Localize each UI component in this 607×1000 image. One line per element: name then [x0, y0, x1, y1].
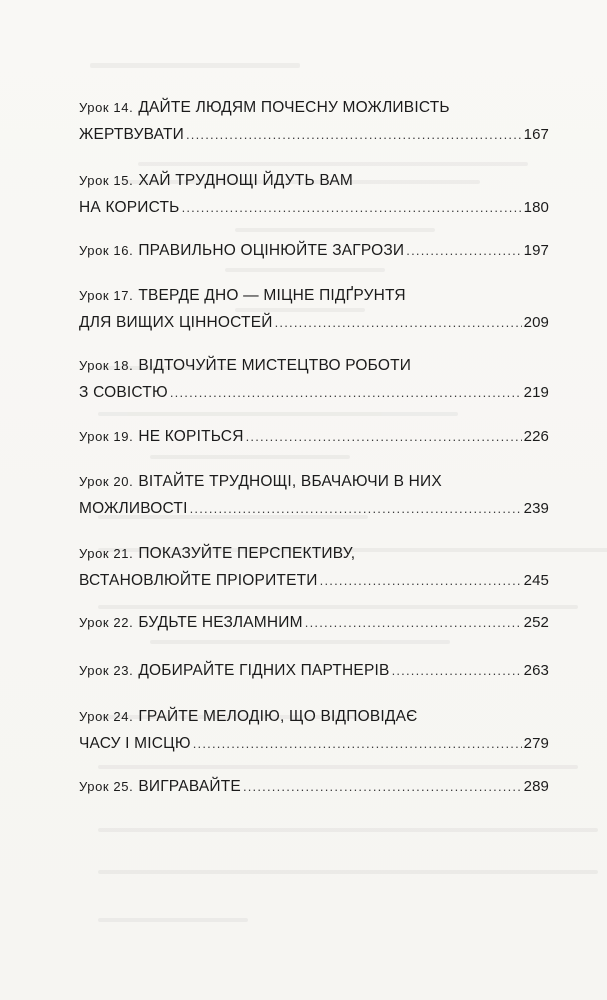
lesson-title-line-1: ВІТАЙТЕ ТРУДНОЩІ, ВБАЧАЮЧИ В НИХ — [138, 473, 442, 490]
lesson-number: Урок 25. — [79, 779, 134, 794]
dot-leader — [170, 379, 522, 406]
dot-leader — [243, 773, 522, 800]
toc-entry-first-line — [79, 703, 549, 730]
toc-entry-last-line — [79, 495, 549, 522]
page-number: 167 — [523, 126, 549, 143]
lesson-number: Урок 20. — [79, 474, 134, 489]
toc-entry-first-line — [79, 94, 549, 121]
lesson-title: ДОБИРАЙТЕ ГІДНИХ ПАРТНЕРІВ — [138, 662, 390, 679]
toc-entry-22[interactable] — [79, 609, 549, 636]
toc-entry-first-line — [79, 282, 549, 309]
lesson-title-line-1: ТВЕРДЕ ДНО — МІЦНЕ ПІДҐРУНТЯ — [138, 287, 406, 304]
toc-entry-24[interactable] — [79, 703, 549, 757]
lesson-title-line-2: МОЖЛИВОСТІ — [79, 500, 188, 517]
page-number: 252 — [523, 614, 549, 631]
lesson-title-line-2: НА КОРИСТЬ — [79, 199, 180, 216]
toc-entry-first-line — [79, 540, 549, 567]
lesson-number: Урок 19. — [79, 429, 134, 444]
toc-entry-14[interactable] — [79, 94, 549, 148]
toc-entry-last-line — [79, 379, 549, 406]
page-number: 263 — [523, 662, 549, 679]
page-number: 219 — [523, 384, 549, 401]
lesson-title-line-2: ВСТАНОВЛЮЙТЕ ПРІОРИТЕТИ — [79, 572, 318, 589]
dot-leader — [305, 609, 522, 636]
lesson-title: НЕ КОРІТЬСЯ — [138, 428, 244, 445]
toc-entry-last-line — [79, 194, 549, 221]
dot-leader — [246, 423, 522, 450]
lesson-number: Урок 16. — [79, 243, 134, 258]
lesson-title-line-2: З СОВІСТЮ — [79, 384, 168, 401]
lesson-number: Урок 23. — [79, 663, 134, 678]
toc-entry-last-line — [79, 121, 549, 148]
lesson-title-line-2: ДЛЯ ВИЩИХ ЦІННОСТЕЙ — [79, 314, 273, 331]
page-number: 197 — [523, 242, 549, 259]
lesson-title-line-2: ЖЕРТВУВАТИ — [79, 126, 184, 143]
lesson-number: Урок 14. — [79, 100, 134, 115]
toc-entry-first-line — [79, 468, 549, 495]
page-number: 180 — [523, 199, 549, 216]
toc-entry-last-line — [79, 730, 549, 757]
page-number: 239 — [523, 500, 549, 517]
dot-leader — [190, 495, 522, 522]
toc-entry-23[interactable] — [79, 657, 549, 684]
lesson-number: Урок 24. — [79, 709, 134, 724]
lesson-number: Урок 22. — [79, 615, 134, 630]
dot-leader — [186, 121, 522, 148]
lesson-title-line-1: ВІДТОЧУЙТЕ МИСТЕЦТВО РОБОТИ — [138, 357, 412, 374]
dot-leader — [193, 730, 522, 757]
toc-entry-20[interactable] — [79, 468, 549, 522]
toc-entry-line — [79, 609, 549, 636]
page-number: 245 — [523, 572, 549, 589]
lesson-title: ВИГРАВАЙТЕ — [138, 778, 241, 795]
toc-entry-17[interactable] — [79, 282, 549, 336]
lesson-title: БУДЬТЕ НЕЗЛАМНИМ — [138, 614, 303, 631]
toc-entry-25[interactable] — [79, 773, 549, 800]
dot-leader — [182, 194, 522, 221]
toc-entry-15[interactable] — [79, 167, 549, 221]
toc-entry-18[interactable] — [79, 352, 549, 406]
dot-leader — [406, 237, 521, 264]
page-number: 226 — [523, 428, 549, 445]
toc-entry-line — [79, 423, 549, 450]
lesson-title-line-1: ГРАЙТЕ МЕЛОДІЮ, ЩО ВІДПОВІДАЄ — [138, 708, 418, 725]
lesson-number: Урок 21. — [79, 546, 134, 561]
dot-leader — [275, 309, 522, 336]
dot-leader — [320, 567, 522, 594]
lesson-number: Урок 15. — [79, 173, 134, 188]
toc-entry-first-line — [79, 352, 549, 379]
page-number: 279 — [523, 735, 549, 752]
lesson-title-line-2: ЧАСУ І МІСЦЮ — [79, 735, 191, 752]
toc-entry-line — [79, 773, 549, 800]
lesson-title-line-1: ПОКАЗУЙТЕ ПЕРСПЕКТИВУ, — [138, 545, 356, 562]
toc-entry-line — [79, 237, 549, 264]
lesson-title: ПРАВИЛЬНО ОЦІНЮЙТЕ ЗАГРОЗИ — [138, 242, 405, 259]
toc-entry-last-line — [79, 309, 549, 336]
page-number: 289 — [523, 778, 549, 795]
toc-entry-16[interactable] — [79, 237, 549, 264]
lesson-number: Урок 17. — [79, 288, 134, 303]
toc-entry-21[interactable] — [79, 540, 549, 594]
toc-entry-last-line — [79, 567, 549, 594]
dot-leader — [392, 657, 522, 684]
page-number: 209 — [523, 314, 549, 331]
toc-entry-line — [79, 657, 549, 684]
toc-entry-19[interactable] — [79, 423, 549, 450]
toc-entry-first-line — [79, 167, 549, 194]
lesson-title-line-1: ДАЙТЕ ЛЮДЯМ ПОЧЕСНУ МОЖЛИВІСТЬ — [138, 99, 450, 116]
lesson-title-line-1: ХАЙ ТРУДНОЩІ ЙДУТЬ ВАМ — [138, 172, 354, 189]
lesson-number: Урок 18. — [79, 358, 134, 373]
